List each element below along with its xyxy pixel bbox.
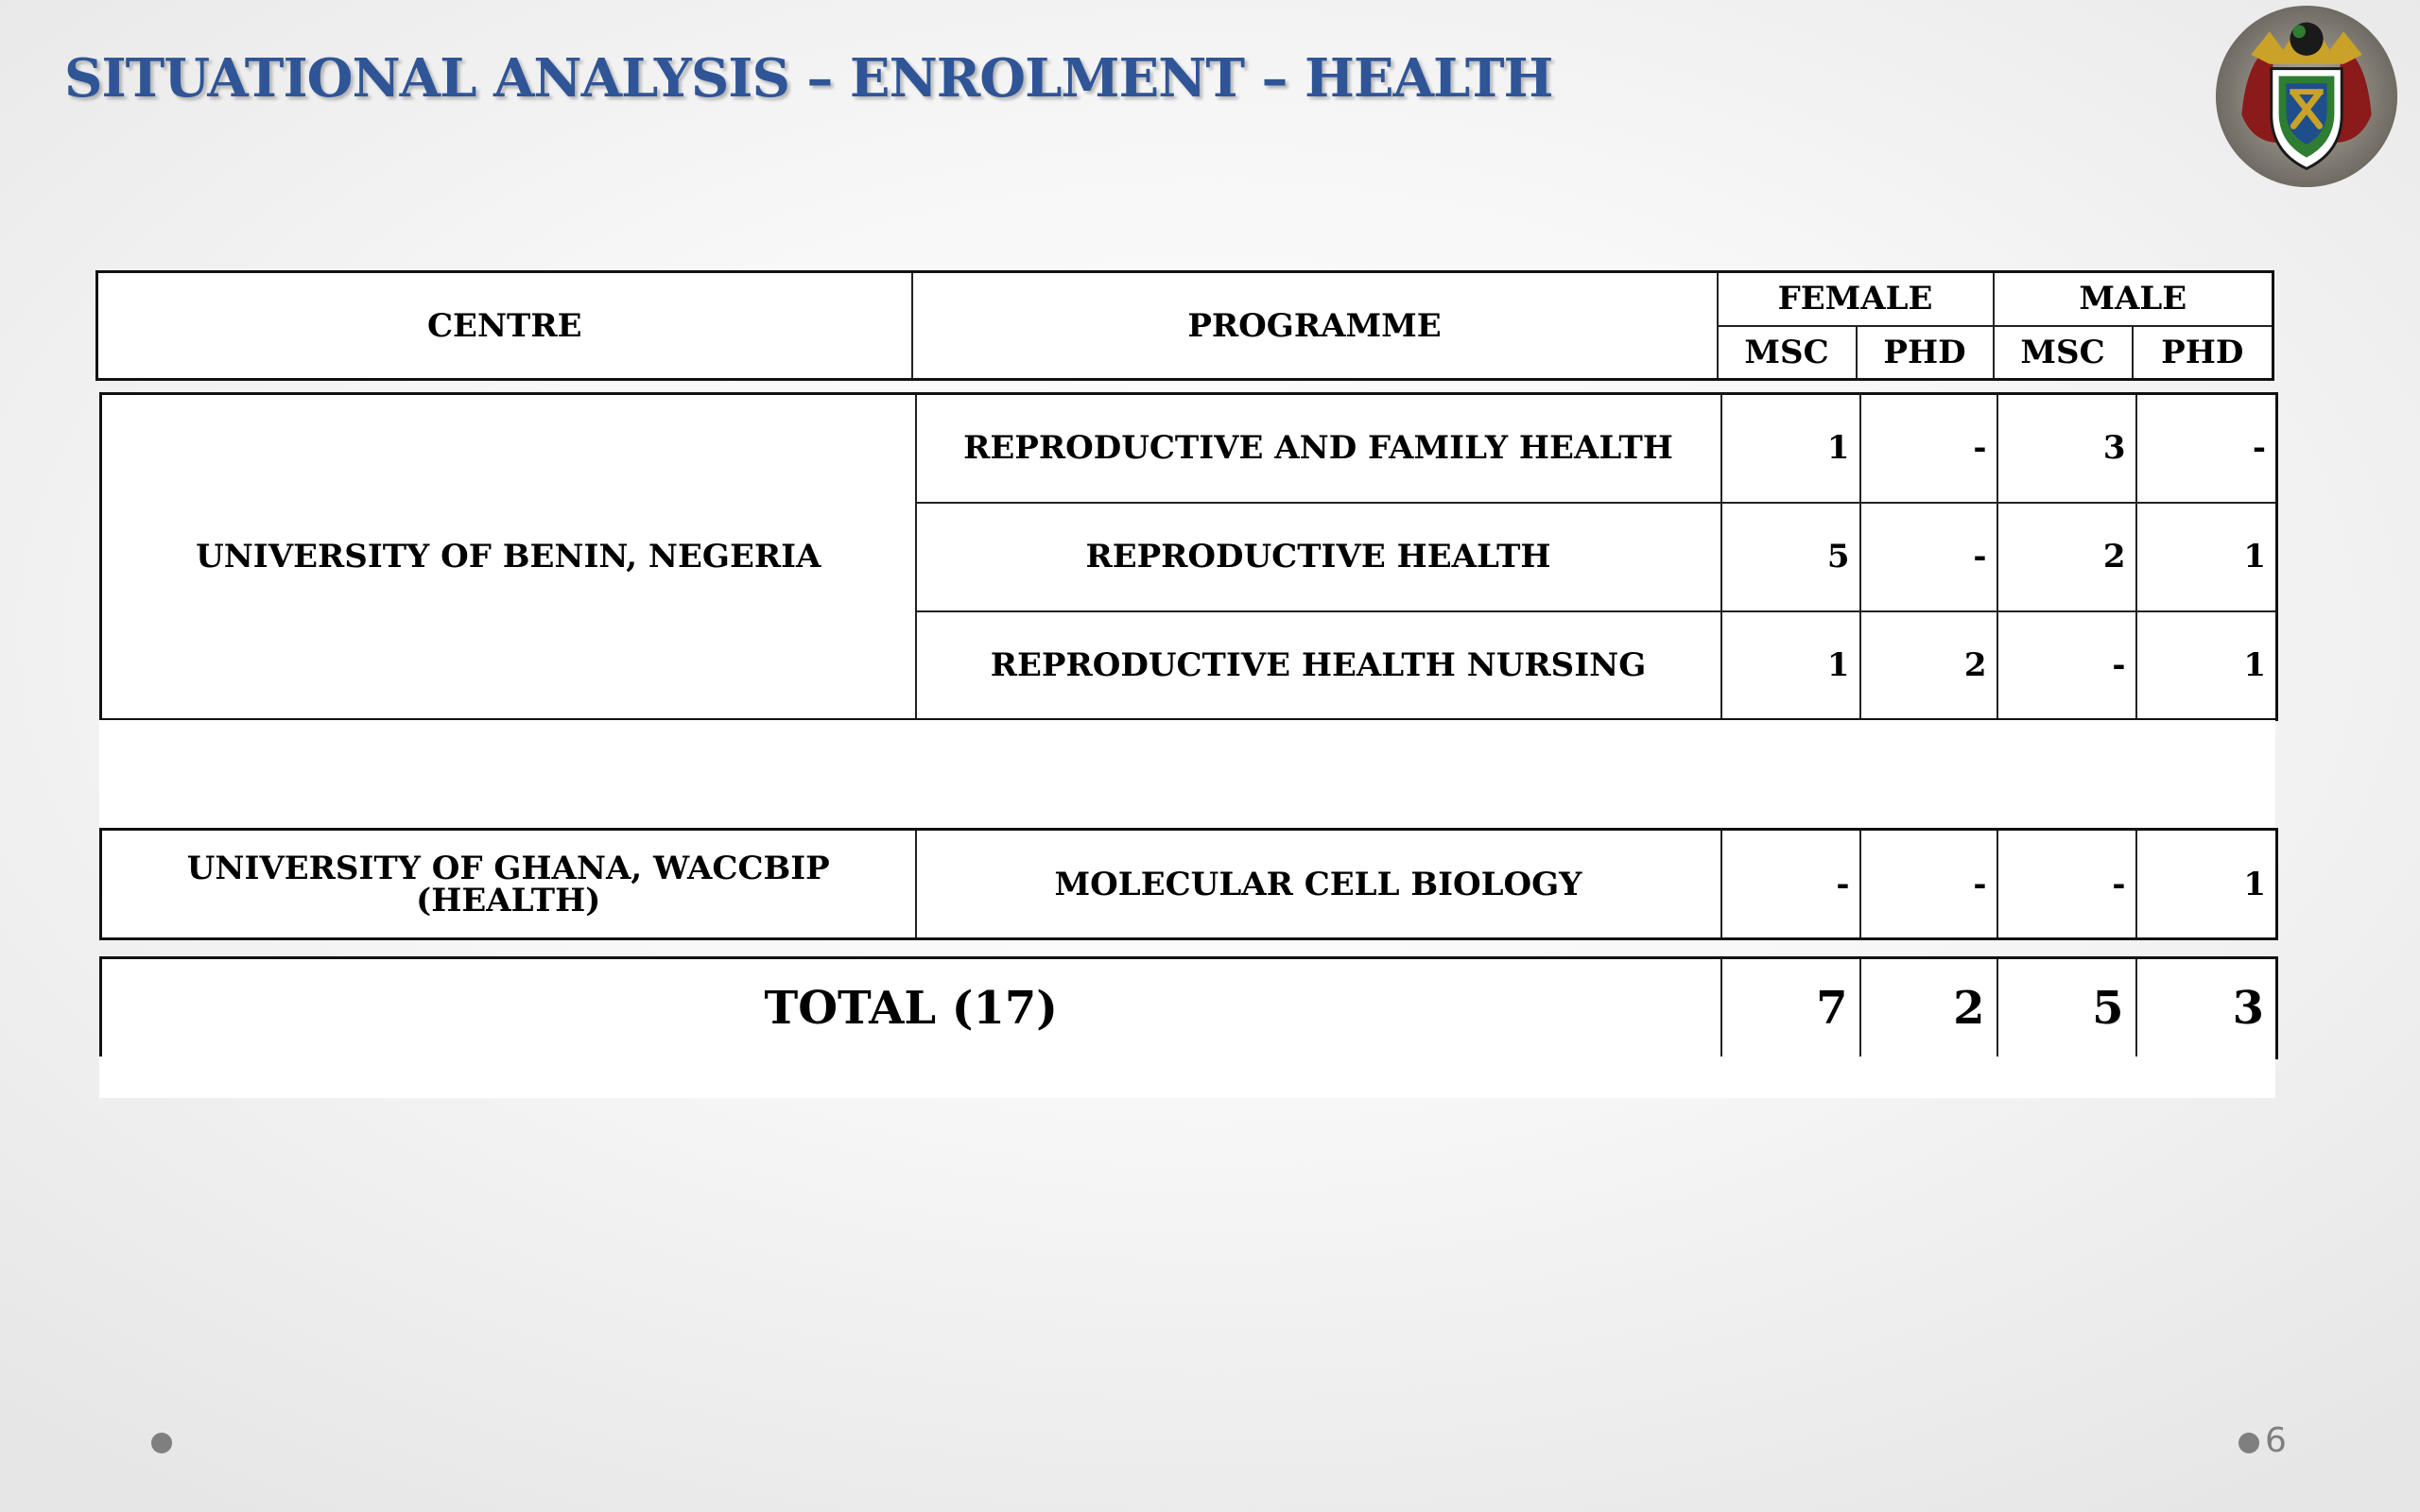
header-centre: CENTRE [97,272,912,380]
female-msc-cell: - [1721,830,1860,939]
table-total [99,956,2278,1059]
table-row [101,830,2277,939]
female-msc-cell: 1 [1721,611,1860,720]
table-benin [99,392,2278,721]
header-male-msc: MSC [1994,326,2133,380]
male-phd-cell: - [2136,394,2277,503]
header-programme: PROGRAMME [912,272,1718,380]
female-phd-cell: - [1860,830,1997,939]
footer-left-dot [151,1433,172,1453]
centre-cell: UNIVERSITY OF GHANA, WACCBIP (HEALTH) [101,830,916,939]
total-row [101,958,2277,1058]
male-msc-cell: - [1997,830,2136,939]
table-row [101,394,2277,503]
header-male: MALE [1994,272,2273,326]
total-male-msc: 5 [1997,958,2136,1058]
table-ghana [99,828,2278,940]
table-header [95,270,2274,381]
table-bottom-margin [99,1057,2275,1098]
header-female-msc: MSC [1718,326,1857,380]
programme-cell: REPRODUCTIVE HEALTH [916,503,1721,611]
header-female-phd: PHD [1857,326,1994,380]
male-phd-cell: 1 [2136,503,2277,611]
total-label: TOTAL (17) [101,958,1721,1058]
page-number: 6 [2265,1421,2287,1460]
male-phd-cell: 1 [2136,611,2277,720]
programme-cell: REPRODUCTIVE HEALTH NURSING [916,611,1721,720]
male-msc-cell: - [1997,611,2136,720]
centre-cell: UNIVERSITY OF BENIN, NEGERIA [101,394,916,720]
total-female-msc: 7 [1721,958,1860,1058]
header-female: FEMALE [1718,272,1994,326]
female-msc-cell: 5 [1721,503,1860,611]
slide-title: SITUATIONAL ANALYSIS – ENROLMENT – HEALTH [64,47,1553,110]
female-phd-cell: - [1860,394,1997,503]
male-phd-cell: 1 [2136,830,2277,939]
header-male-phd: PHD [2133,326,2273,380]
total-female-phd: 2 [1860,958,1997,1058]
male-msc-cell: 2 [1997,503,2136,611]
footer-right-dot [2238,1433,2259,1453]
programme-cell: REPRODUCTIVE AND FAMILY HEALTH [916,394,1721,503]
female-phd-cell: 2 [1860,611,1997,720]
table-spacer [99,720,2275,828]
male-msc-cell: 3 [1997,394,2136,503]
university-crest-icon [2214,4,2399,189]
female-phd-cell: - [1860,503,1997,611]
total-male-phd: 3 [2136,958,2277,1058]
female-msc-cell: 1 [1721,394,1860,503]
programme-cell: MOLECULAR CELL BIOLOGY [916,830,1721,939]
